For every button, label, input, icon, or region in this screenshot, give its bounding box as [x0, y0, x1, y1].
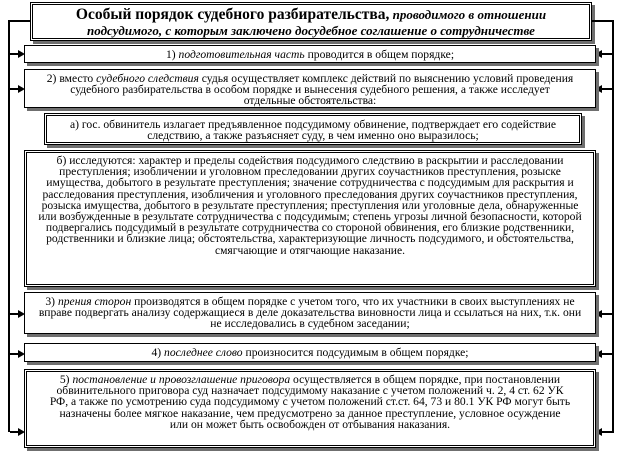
step-2a-text: а) гос. обвинитель излагает предъявленное подсудимому обвинение, подтверждает его содействие следствию, а также разъясняет суду, в чем именно оно выразилось; — [69, 118, 557, 143]
step-4-lead: последнее слово — [164, 346, 243, 359]
step-1-number: 1) — [165, 48, 176, 61]
step-2-box — [24, 69, 596, 108]
step-1-lead: подготовительная часть — [178, 48, 305, 61]
step-5-lead: постановление и провозглашение приговора — [72, 373, 291, 386]
step-1-box — [24, 45, 596, 63]
arrowhead-right-3 — [595, 310, 602, 318]
step-5-text: осуществляется в общем порядке, при постановлении обвинительного приговора суд назначает подсудимому наказание с учетом положений ч. 2, 4 ст. 62 УК РФ, а также по усмотрению суда подсудимому с учетом положений ст.ст. 64, 73 и 80.1 УК РФ могут быть назначены более мягкое наказание, чем предусмотрено за данное преступление, условное осуждение или он может быть освобожден от отбывания наказания. — [49, 373, 571, 431]
title-italic-text-1: проводимого в отношении — [389, 7, 547, 22]
arrowhead-right-2 — [595, 85, 602, 93]
left-bus-line — [8, 20, 10, 432]
left-bus-top — [8, 20, 30, 22]
right-bus-top — [592, 20, 614, 22]
step-2b-box — [24, 150, 596, 287]
step-2a-box — [44, 113, 582, 145]
step-2b-text: б) исследуются: характер и пределы содействия подсудимого следствию в раскрытии и расследовании преступления; изобличении и уголовном преследовании других соучастников преступления, розыске имущества, добытого в результате преступления; значение сотрудничества с подсудимым для раскрытия и расследования преступления, изобличения и уголовного преследования других соучастников преступления, розыска имущества, добытого в результате преступления; преступления или уголовные дела, обнаруженные или возбужденные в результате сотрудничества с подсудимым; степень угрозы личной безопасности, которой подвергались подсудимый в результате сотрудничества со стороной обвинения, его близкие родственники, родственники и близкие лица; обстоятельства, характеризующие личность подсудимого, и обстоятельства, смягчающие и отягчающие наказание. — [38, 154, 582, 257]
step-5-number: 5) — [59, 373, 70, 386]
step-2-text: судья осуществляет комплекс действий по выяснению условий проведения судебного разбирательства в особом порядке и вынесения судебного решения, а также исследует отдельные обстоятельства: — [70, 72, 574, 108]
arrowhead-right-1 — [595, 50, 602, 58]
step-4-number: 4) — [151, 346, 162, 359]
step-4-text: произносится подсудимым в общем порядке; — [245, 346, 469, 359]
step-3-box — [24, 292, 596, 334]
step-2-number: 2) — [46, 72, 57, 85]
step-3-number: 3) — [45, 295, 56, 308]
arrowhead-right-5 — [595, 428, 602, 436]
step-2-pre: вместо — [59, 72, 94, 85]
step-3-lead: прения сторон — [57, 295, 132, 308]
title-italic-text-2: подсудимого, с которым заключено досудебное соглашение о сотрудничестве — [87, 23, 535, 38]
step-2-lead: судебного следствия — [96, 72, 199, 85]
right-bus-line — [612, 20, 614, 432]
arrow-line-right-5 — [600, 431, 614, 433]
title-bold-text: Особый порядок судебного разбирательства, — [75, 6, 390, 23]
step-3-text: производятся в общем порядке с учетом того, что их участники в своих выступлениях не вправе подвергать анализу содержащиеся в деле доказательства виновности лица и ссылаться на них, т.к. они не исследовались в судебном заседании; — [38, 295, 582, 331]
step-1-text: проводится в общем порядке; — [307, 48, 455, 61]
arrowhead-right-4 — [595, 350, 602, 358]
step-5-box — [24, 369, 596, 448]
diagram-title — [30, 2, 592, 41]
step-4-box — [24, 343, 596, 362]
